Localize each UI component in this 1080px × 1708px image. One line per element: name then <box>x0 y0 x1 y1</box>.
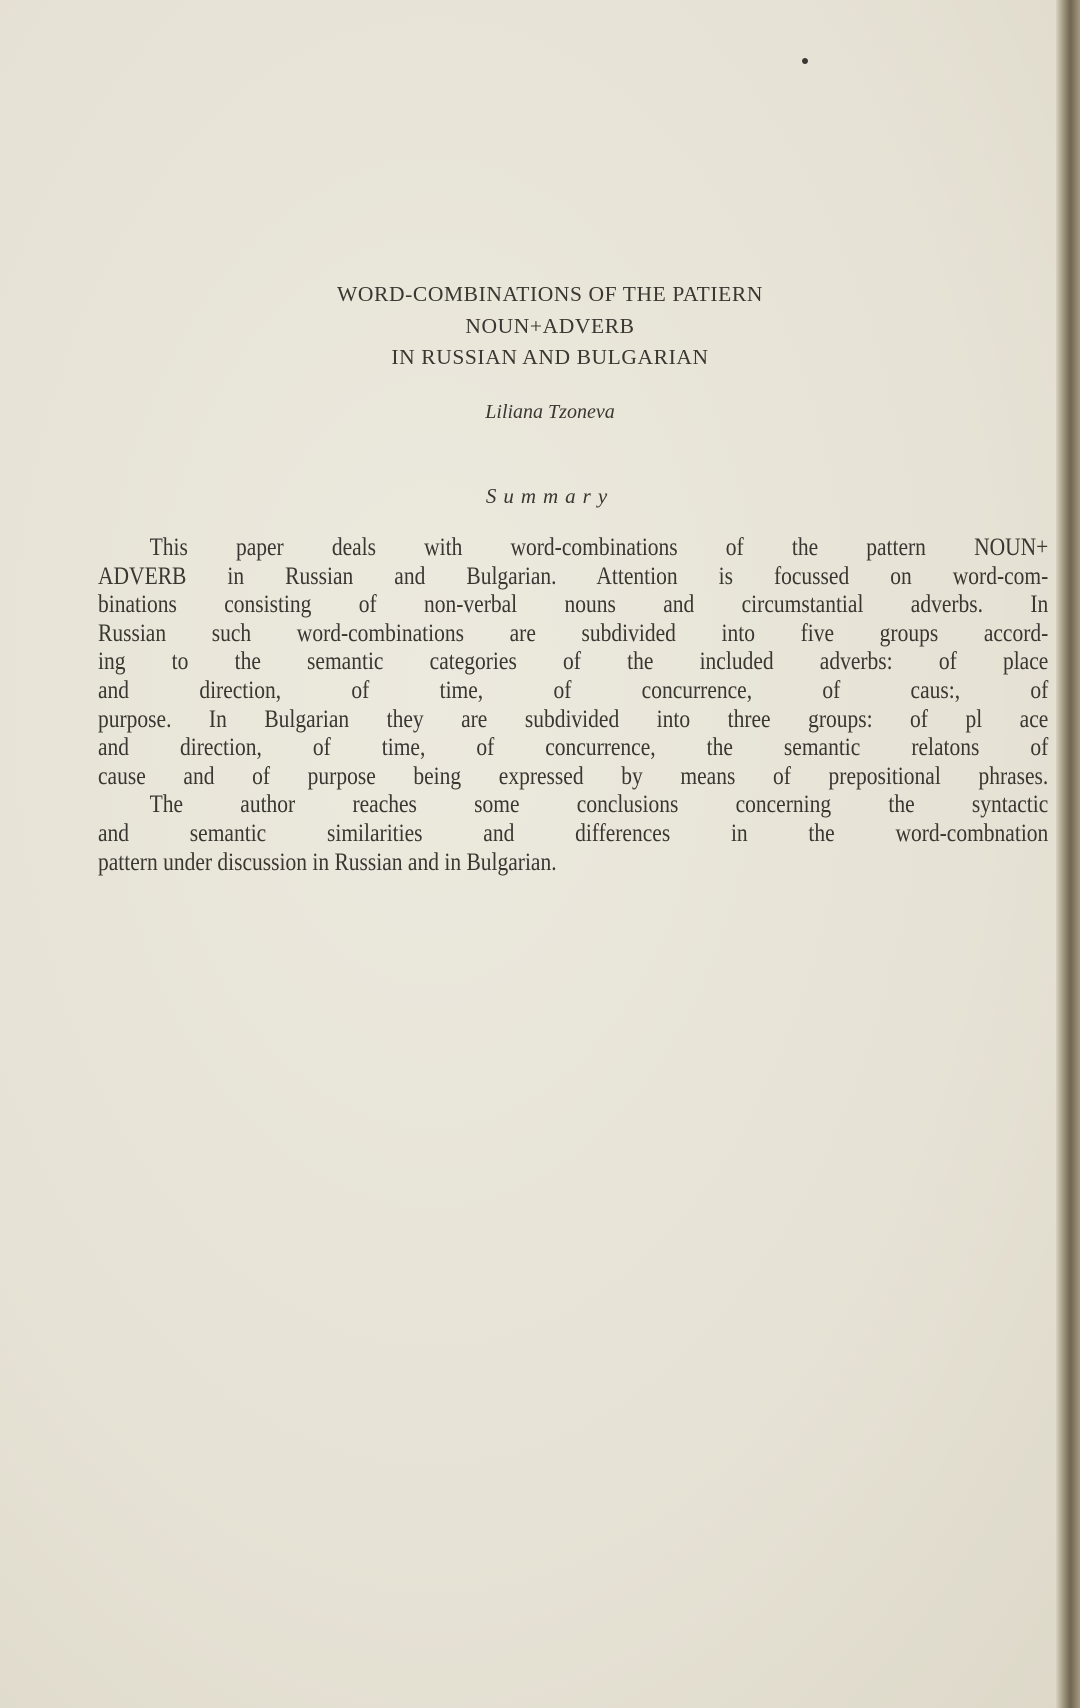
article-title-line-1: WORD-COMBINATIONS OF THE PATIERN <box>337 282 763 306</box>
body-line: Russian such word-combinations are subdivided into five groups accord- <box>98 619 1049 647</box>
body-line: ing to the semantic categories of the included adverbs: of place <box>98 648 1049 676</box>
body-line: ADVERB in Russian and Bulgarian. Attention is focussed on word-com- <box>98 562 1049 590</box>
ink-speck <box>802 58 808 64</box>
body-line: pattern under discussion in Russian and in Bulgarian. <box>98 848 557 876</box>
body-line: and direction, of time, of concurrence, the semantic relatons of <box>98 734 1049 762</box>
body-line: binations consisting of non-verbal nouns and circumstantial adverbs. In <box>98 591 1049 619</box>
body-line: and semantic similarities and differences in the word-combnation <box>98 819 1049 847</box>
body-line: cause and of purpose being expressed by means of prepositional phrases. <box>98 762 1049 790</box>
body-line: This paper deals with word-combinations of the pattern NOUN+ <box>149 534 1049 561</box>
article-title-line-3: IN RUSSIAN AND BULGARIAN <box>391 345 709 369</box>
article-title-line-2: NOUN+ADVERB <box>465 314 635 338</box>
page-binding-edge <box>1056 0 1080 1708</box>
body-line: purpose. In Bulgarian they are subdivided into three groups: of pl ace <box>98 705 1049 733</box>
summary-heading: Summary <box>485 484 615 508</box>
body-line: and direction, of time, of concurrence, of caus:, of <box>98 676 1049 704</box>
author-name: Liliana Tzoneva <box>485 401 615 423</box>
body-line: The author reaches some conclusions concerning the syntactic <box>149 791 1049 819</box>
summary-body <box>98 534 1048 877</box>
